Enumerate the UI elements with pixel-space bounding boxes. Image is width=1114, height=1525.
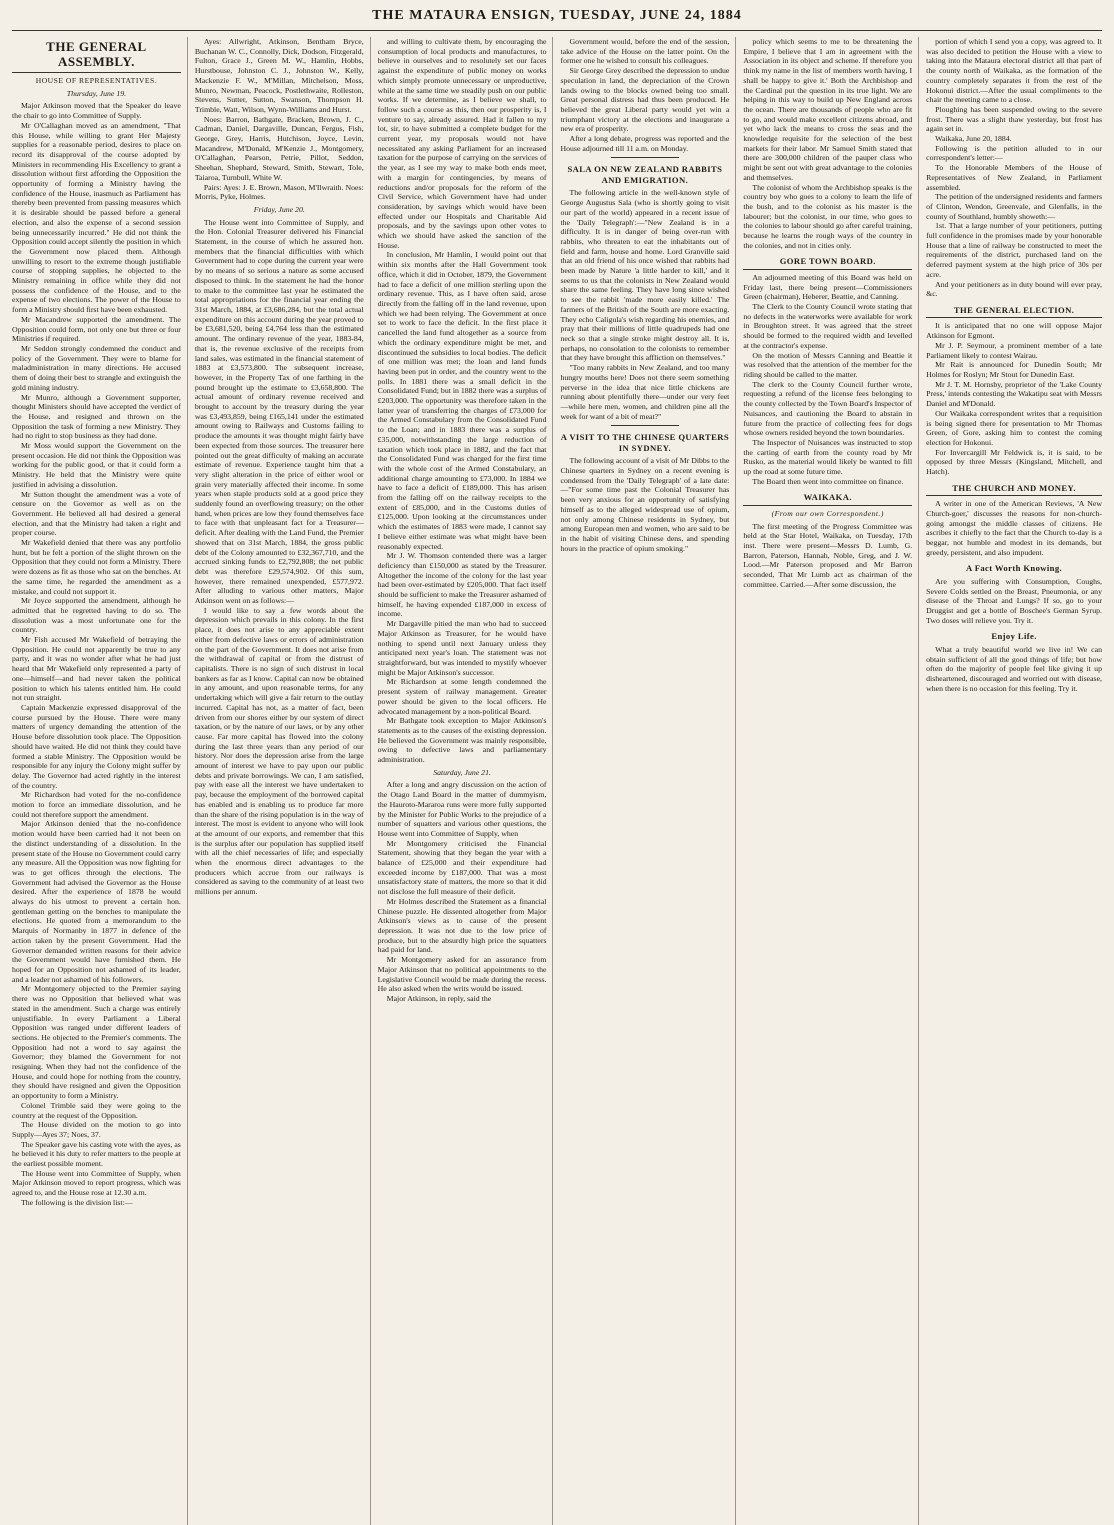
article-paragraph: Mr Richardson at some length condemned the present system of railway management. Greater power should be given to the local officers. He advocated management by a non-political Board. xyxy=(377,677,547,716)
article-paragraph: 1st. That a large number of your petitioners, putting full confidence in the promises made by your honorable House that a line of railway be constructed to meet the requirements of the district, purchased land on the deferred payment system at the high price of 30s per acre. xyxy=(926,221,1102,279)
main-headline: THE GENERAL ASSEMBLY. xyxy=(12,39,181,73)
article-paragraph: Mr Macandrew supported the amendment. The Opposition could form, not only one but three or four Ministries if required. xyxy=(12,314,181,344)
article-paragraph: After a long debate, progress was reported and the House adjourned till 11 a.m. on Monday. xyxy=(560,134,730,153)
masthead: THE MATAURA ENSIGN, TUESDAY, JUNE 24, 1884 xyxy=(12,8,1102,31)
article-paragraph: Mr Montgomery criticised the Financial Statement, showing that they began the year with a balance of £25,000 and their expenditure had exceeded income by £187,000. That was a most unsatisfactory state of matters, the more so that it did not disclose the full measure of their deficit. xyxy=(377,838,547,897)
article-paragraph: Mr Rait is announced for Dunedin South; Mr Holmes for Roslyn; Mr Stout for Dunedin East. xyxy=(926,360,1102,379)
article-paragraph: The first meeting of the Progress Committee was held at the Star Hotel, Waikaka, on Tuesday, 17th inst. There were present—Messrs D. Lumb, G. Barron, Paterson, Hannah, Noble, Greg, and J. W. Lood.—Mr Paterson proposed and Mr Barron seconded, That Mr Lumb act as chairman of the committee. Carried.—After some discussion, the xyxy=(743,521,913,589)
article-paragraph: A writer in one of the American Reviews, 'A New Church-goer,' discusses the reasons for non-church-going amongst the middle classes of citizens. He ascribes it chiefly to the fact that the Church to-day is a beggar, not humble and modest in its demands, but greedy, persistent, and also impudent. xyxy=(926,499,1102,557)
dateline: Thursday, June 19. xyxy=(66,88,127,98)
section-headline: A VISIT TO THE CHINESE QUARTERS IN SYDNEY. xyxy=(560,432,729,453)
article-paragraph: The House went into Committee of Supply, when Major Atkinson moved to report progress, which was agreed to, and the House rose at 12.30 a.m. xyxy=(12,1168,181,1198)
column-5 xyxy=(743,37,919,1525)
article-paragraph: Are you suffering with Consumption, Coughs, Severe Colds settled on the Breast, Pneumonia, or any disease of the Throat and Lungs? If so, go to your Druggist and get a bottle of Boschee's German Syrup. Two doses will relieve you. Try it. xyxy=(926,576,1102,625)
article-paragraph: Mr Fish accused Mr Wakefield of betraying the Opposition. He could not apparently be true to any party, and it was no wonder after what he had just heard that Mr Wakefield only represented a party of one—himself—and had never taken the political position to which his talents entitled him. He could not run straight. xyxy=(12,635,181,703)
article-paragraph: policy which seems to me to be threatening the Empire, I believe that I am in agreement with the Association in its object and scheme. If therefore you think my name in the list of members worth having, I shall be happy to give it.' Both the Archbishop and the Cardinal put the question in its true light. We are helping in this way to build up New England across the ocean. There are thousands of people who are fit to go, and would make excellent citizens abroad, and yet who lack the means to cross the seas and the knowledge requisite for the selection of the best markets for their labor. Mr Samuel Smith stated that there are 300,000 children of the pauper class who might be sent out with great advantage to the colonies and themselves. xyxy=(743,37,913,182)
article-paragraph: The Inspector of Nuisances was instructed to stop the carting of earth from the county road by Mr Rusko, as the material would likely be wanted to fill up the road at some future time. xyxy=(743,437,913,477)
article-paragraph: Mr O'Callaghan moved as an amendment, "That this House, while willing to grant Her Majesty supplies for a reasonable period, desires to place on record its disapproval of the course adopted by Ministers in recommending His Excellency to grant a dissolution without first affording the Opposition the opportunity of forming a Ministry having the confidence of the House, inasmuch as Parliament has thereby been prevented from passing measures which it is desirable should be passed before a general election, and also the expense of a second session being unnecessarily incurred." He did not think the Opposition could accept silently the position in which the Government now placed them. Although unwilling to resort to the extreme though justifiable course of stopping supplies, he objected to the Ministry remaining in office while they did not possess the confidence of the House, and to the expense of two elections. The power of the House to form a Ministry should first have been exhausted. xyxy=(12,120,181,315)
article-paragraph: What a truly beautiful world we live in! We can obtain sufficient of all the good things of life; but how often do the majority of people feel like giving it up disheartened, discouraged and worried out with disease, when there is no occasion for this feeling. Try it. xyxy=(926,644,1102,693)
article-paragraph: Mr Bathgate took exception to Major Atkinson's statements as to the causes of the existing depression. He believed the Government was mainly responsible, owing to defective laws and parliamentary administration. xyxy=(377,716,547,765)
sub-headline: HOUSE OF REPRESENTATIVES. xyxy=(35,76,158,85)
article-paragraph: Mr J. T. M. Hornsby, proprietor of the 'Lake County Press,' intends contesting the Wakatipu seat with Messrs Daniel and M'Donald. xyxy=(926,379,1102,409)
section-headline: A Fact Worth Knowing. xyxy=(966,563,1063,574)
section-headline: GORE TOWN BOARD. xyxy=(743,256,912,270)
article-paragraph: Ayes: Allwright, Atkinson, Bentham Bryce, Buchanan W. C., Connolly, Dick, Dodson, Fitzgerald, Fulton, Grace J., Green M. W., Hamlin, Hobbs, Hurstbouse, Johnston C. J., Johnston W., Kelly, Mackenzie F. W., M'Millan, Mitchelson, Moss, Munro, Newman, Peacock, Postlethwaite, Rolleston, Stevens, Sutter, Sutton, Swanson, Thompson H. Trimble, Watt, Wilson, Wynn-Williams and Hurst. xyxy=(194,37,364,114)
divider-rule xyxy=(611,425,679,426)
article-paragraph: I would like to say a few words about the depression which prevails in this colony. In the first place, it does not arise to any appreciable extent either from defective laws or errors of administration on the part of the Government. It does not arise from the withdrawal of capital or from the distrust of capitalists. There is no sign of such distrust in local bankers as far as I know. Capital can now be obtained in any amount, and upon reasonable terms, for any undertaking which will give a fair return to the outlay incurred. Capital has not, as a matter of fact, been driven from our shores either by our system of direct taxation, or by the nature of our laws, or by any other cause. Far more capital has flowed into the colony during the last three years than any period of our history. Nor does the depression arise from the large amount of interest we have to pay upon our public debts and private borrowings. We can, I am satisfied, pay with ease all the interest we have undertaken to pay, because the employment of the borrowed capital has enabled and is enabling us to produce far more than the share of the rising population is in the way of interest. The most is evident to anyone who will look at the amount of our exports, and remember that this is the surplus after our population has supplied itself with all the chief necessaries of life; and especially when the enormous direct advantages to the producers which accrue from our railways is considered as saving to the community of at least two millions per annum. xyxy=(194,605,364,897)
article-paragraph: The clerk to the County Council further wrote, requesting a refund of the license fees belonging to the county collected by the Town Board's Inspector of Nuisances, and cautioning the Board to abstain in future from the practice of collecting fees for dogs whose owners resided beyond the town boundaries. xyxy=(743,379,913,438)
column-3 xyxy=(378,37,554,1525)
article-paragraph: The Board then went into committee on finance. xyxy=(752,476,904,486)
article-paragraph: Our Waikaka correspondent writes that a requisition is being signed there for presentation to Mr Thomas Green, of Gore, asking him to contest the coming election for Hokonui. xyxy=(926,408,1102,447)
article-paragraph: Mr Seddon strongly condemned the conduct and policy of the Government. They were to blame for maladministration in many directions. He accused them of doing their best to strangle and extinguish the gold mining industry. xyxy=(12,343,181,392)
article-paragraph: The House went into Committee of Supply, and the Hon. Colonial Treasurer delivered his Financial Statement, in the course of which he assured hon. members that the financial difficulties with which Government had to cope during the current year were by no means of so serious a nature as some accused disposed to think. In the statement he had the honor to make to the committee last year he estimated the total appropriations for the financial year ending the 31st March, 1884, at £3,686,284, but the total actual expenditure on this account during the year proved to be £3,681,520, being £4,764 less than the estimated amount. The ordinary revenue of the year, 1883-84, that is, the revenue exclusive of the receipts from land sales, was estimated in the financial statement of 1883 at £3,573,800. The subsequent increase, however, in the Property Tax of one farthing in the pound brought up the estimate to £3,658,800. The actual amount of ordinary revenue received and brought to account by the treasury during the year was £3,493,859, being £165,141 under the estimated amount owing to Railways and Customs failing to produce the amounts it was thought might fairly have been expected from those sources. The treasurer here pointed out the great difficulty of making an accurate estimate of revenue. Experience taught him that a very slight alteration in the price of either wool or grain very materially affected their income. In some years when staple products sold at a good price they suddenly found an overflowing treasury; on the other hand, when prices are low they found themselves face to face with that unpleasant fact for a Treasurer—deficit. After dealing with the Land Fund, the Premier showed that on 31st March, 1884, the gross public debt of the Colony amounted to £32,367,710, and the accrued sinking funds to £2,792,808; the net public debt was therefore £29,574,902. Of this sum, however, there remained unexpended, £577,972. After alluding to various other matters, Major Atkinson went on as follows:— xyxy=(194,217,364,606)
article-paragraph: The following account of a visit of Mr Dibbs to the Chinese quarters in Sydney on a recent evening is condensed from the 'Daily Telegraph' of a late date:—"For some time past the Colonial Treasurer has been very anxious for an opportunity of satisfying himself as to the alleged widespread use of opium, not only among Chinese residents in Sydney, but among European men and women, who are said to be in the habit of visiting Chinese dens, and spending hours in the practice of opium smoking." xyxy=(560,456,730,553)
article-paragraph: To the Honorable Members of the House of Representatives of New Zealand, in Parliament assembled. xyxy=(926,163,1102,192)
article-paragraph: Major Atkinson moved that the Speaker do leave the chair to go into Committee of Supply. xyxy=(12,101,181,121)
article-paragraph: Mr J. W. Thomson contended there was a larger deficiency than £150,000 as stated by the Treasurer. Altogether the income of the colony for the last year had been over-estimated by £205,000. That fact itself should be sufficient to make the Treasurer ashamed of himself, he having expended £187,000 in excess of income. xyxy=(377,551,547,619)
article-paragraph: Mr Richardson had voted for the no-confidence motion to force an immediate dissolution, and he could not therefore support the amendment. xyxy=(12,790,181,819)
article-paragraph: The following article in the well-known style of George Augustus Sala (who is shortly going to visit our part of the world) appeared in a recent issue of the 'Daily Telegraph':—"New Zealand is in a difficulty. It is in danger of being over-run with rabbits, who threaten to eat the inhabitants out of field and farm, house and home. Lord Granville said that an old friend of his once wished that rabbits had been made by Nature 'a little harder to kill,' and it seems to us that the colonists in New Zealand would share the same feeling. They have long since wished to see the rabbit 'made more easily killed.' The farmers of the British of the South are more exacting. They echo Caligula's wish regarding his enemies, and pray that their millions of little quadrupeds had one neck so that a single stroke might destroy all. It is, perhaps, no consolation to the colonists to remember that they have brought this affliction on themselves." xyxy=(560,188,730,363)
dateline: Friday, June 20. xyxy=(253,204,305,214)
article-paragraph: Mr Holmes described the Statement as a financial Chinese puzzle. He dissented altogether from Major Atkinson's views as to cause of the present depression. It was not due to the low price of produce, but to the absurdly high price the squatters had paid for land. xyxy=(377,896,547,955)
divider-rule xyxy=(611,157,679,158)
article-paragraph: Colonel Trimble said they were going to the country at the request of the Opposition. xyxy=(12,1100,181,1120)
article-paragraph: The colonist of whom the Archbishop speaks is the country boy who goes to a colony to learn the life of the bush, and to the colonist as his master is the labourer; but the colonist, in our time, who goes to the colonies to labour should go after careful training, because he learns the rough ways of the country in the colonies, and not in cities only. xyxy=(743,182,913,250)
article-paragraph: Mr Joyce supported the amendment, although he admitted that he regretted having to do so. The dissolution was a most unfortunate one for the country. xyxy=(12,596,181,635)
section-headline: SALA ON NEW ZEALAND RABBITS AND EMIGRATION. xyxy=(567,164,723,185)
column-4 xyxy=(560,37,736,1525)
article-paragraph: Mr Munro, although a Government supporter, thought Ministers should have accepted the verdict of the House, and resigned and thrown on the Opposition the task of forming a new Ministry. They had no right to stop business as they had done. xyxy=(12,392,181,441)
dateline: Saturday, June 21. xyxy=(433,767,491,777)
article-paragraph: Waikaka, June 20, 1884. xyxy=(935,134,1012,144)
article-paragraph: Major Atkinson denied that the no-confidence motion would have been carried had it not been on the distinct understanding of a dissolution. In the present state of the House no Government could carry any measure. All the Opposition was now fighting for was to get offices through the elections. The Government had advised the Governor as the House desired. After the experience of 1878 he would always do his utmost to prevent a certain hon. gentleman getting on the benches to manipulate the elections. He quoted from a memorandum to the Marquis of Normanby in 1877 in defence of the action taken by the present Government. Had the Governor demanded written reasons for their advice the Government would have furnished them. He hoped for an Opposition not ashamed of its leader, and a leader not ashamed of his followers. xyxy=(12,819,181,984)
article-paragraph: Captain Mackenzie expressed disapproval of the course pursued by the House. There were many matters of urgency demanding the attention of the House before dissolution took place. The Opposition should have waited. He did not think they could have formed a stable Ministry. The Opposition would be responsible for any injury the Colony might suffer by delay. The Governor had acted rightly in the interest of the country. xyxy=(12,703,181,790)
article-paragraph: "Too many rabbits in New Zealand, and too many hungry mouths here! Does not there seem something perverse in the idea that nice little chickens are running about plentifully there—under our very feet—while here men, women, and children pine all the week for want of a bit of meat?" xyxy=(560,363,730,421)
article-paragraph: Ploughing has been suspended owing to the severe frost. There was a slight thaw yesterday, but frost has again set in. xyxy=(926,104,1102,134)
article-paragraph: The Speaker gave his casting vote with the ayes, as he believed it his duty to refer matters to the people at the earliest possible moment. xyxy=(12,1139,181,1169)
article-paragraph: Mr Moss would support the Government on the present occasion. He did not think the Opposition was working for the public good, or that it could form a Ministry. He held that the Ministry were quite justified in advising a dissolution. xyxy=(12,441,181,489)
section-headline: Enjoy Life. xyxy=(991,631,1037,642)
column-6 xyxy=(926,37,1102,1525)
article-paragraph: Pairs: Ayes: J. E. Brown, Mason, M'Ilwraith. Noes: Morris, Pyke, Holmes. xyxy=(194,182,364,202)
article-paragraph: Mr Montgomery objected to the Premier saying there was no Opposition that believed what was stated in the amendment. Such a charge was entirely unjustifiable. In every Parliament a Liberal Opposition was ranged under different leaders of sections. He objected to the Premier's comments. The Opposition had not a word to say against the Governor; they blamed the Government for not resigning. When they had not the confidence of the House, and could hope for nothing from the country, they should have resigned and given the Opposition an opportunity to form a Ministry. xyxy=(12,984,181,1101)
article-paragraph: Mr Sutton thought the amendment was a vote of censure on the Governor as well as on the Government. He believed all had desired a general election, and that the Ministry had taken a right and proper course. xyxy=(12,489,181,538)
article-paragraph: It is anticipated that no one will oppose Major Atkinson for Egmont. xyxy=(926,321,1102,341)
article-paragraph: Noes: Barron, Bathgate, Bracken, Brown, J. C., Cadman, Daniel, Dargaville, Duncan, Fergus, Fish, George, Grey, Harris, Hutchison, Joyce, Levin, Macandrew, M'Donald, M'Kenzie J., Montgomery, O'Callaghan, Pearson, Petrie, Pillot, Seddon, Sheehan, Shephard, Steward, Smith, Stewart, Tole, Taiaroa, Turnbull, White W. xyxy=(194,114,364,182)
section-headline: THE CHURCH AND MONEY. xyxy=(926,483,1102,497)
article-paragraph: And your petitioners as in duty bound will ever pray, &c. xyxy=(926,279,1102,299)
correspondent-note: (From our own Correspondent.) xyxy=(771,508,884,518)
article-paragraph: Major Atkinson, in reply, said the xyxy=(386,993,492,1003)
article-paragraph: Mr J. P. Seymour, a prominent member of a late Parliament likely to contest Wairau. xyxy=(926,340,1102,360)
article-paragraph: The petition of the undersigned residents and farmers of Clinton, Wendon, Greenvale, and Glenfalls, in the county of Southland, humbly showeth:— xyxy=(926,192,1102,221)
article-paragraph: For Invercargill Mr Feldwick is, it is said, to be opposed by three Messrs (Kingsland, Mitchell, and Hatch). xyxy=(926,447,1102,477)
article-paragraph: Sir George Grey described the depression to undue speculation in land, the depreciation of the Crown lands owing to the blocks owned being too small. Great personal distress had thus been produced. He believed the great Liberal party would yet win a triumphant victory at the elections and inaugurate a new era of prosperity. xyxy=(560,66,730,134)
article-paragraph: Government would, before the end of the session, take advice of the House on the latter point. On the former one he wished to consult his colleagues. xyxy=(560,37,730,66)
column-2 xyxy=(195,37,371,1525)
article-paragraph: Mr Montgomery asked for an assurance from Major Atkinson that no political appointments to the Legislative Council would be made during the recess. He also asked when the writs would be issued. xyxy=(377,955,547,994)
article-paragraph: The House divided on the motion to go into Supply—Ayes 37; Noes, 37. xyxy=(12,1120,181,1139)
article-paragraph: In conclusion, Mr Hamlin, I would point out that within six months after the Hall Government took office, which it did in October, 1879, the Government had to face a deficit of one million sterling upon the ordinary revenue. This, as I have often said, arose directly from the falling off in the land revenue, upon which we had been relying. The Government at once set to work to face the deficit. In the first place it cancelled the land fund altogether as a source from which the ordinary expenditure might be met, and discontinued the subsidies to local bodies. The deficit of one million was met; the loan and land funds having been put in order, and the country went to the polls. In 1881 there was a small deficit in the Consolidated Fund; but in 1882 there was a surplus of £203,000. The opportunity was therefore taken in the latter year of transferring the charges of £73,000 for the Armed Constabulary from the Consolidated Fund to the Loan; and in 1883 there was a surplus of £35,000, notwithstanding the large reduction of taxation which took place in 1882, and the fact that the Consolidated Fund was charged for the first time with the whole cost of the Armed Constabulary, an additional charge amounting to £73,000. In 1884 we have to face a deficit of £189,000. This has arisen from the falling off on the railway receipts to the extent of £85,000, and in the Customs duties of £125,000. Upon looking at the circumstances under which the estimates of 1883 were made, I cannot say I believe either estimate was what might have been reasonably expected. xyxy=(377,250,547,551)
article-paragraph: The Clerk to the County Council wrote stating that no defects in the waterworks were available for work in Broughton street. It was agreed that the street should be formed to the required width and levelled at the contractor's expense. xyxy=(743,302,913,350)
article-paragraph: On the motion of Messrs Canning and Beattie it was resolved that the attention of the member for the riding should be called to the matter. xyxy=(743,350,913,379)
article-paragraph: Mr Wakefield denied that there was any portfolio hunt, but he felt a portion of the slight thrown on the Opposition that they could not form a Ministry. There were dozens as fit as those who sat on the benches. At the same time, he regarded the amendment as a mistake, and could not support it. xyxy=(12,538,181,596)
article-paragraph: The following is the division list:— xyxy=(21,1197,133,1207)
columns xyxy=(12,37,1102,1525)
section-headline: WAIKAKA. xyxy=(743,492,912,506)
article-paragraph: An adjourned meeting of this Board was held on Friday last, there being present—Commissioners Green (chairman), Heberer, Beattie, and Canning. xyxy=(743,272,913,302)
article-paragraph: Following is the petition alluded to in our correspondent's letter:— xyxy=(926,143,1102,163)
article-paragraph: and willing to cultivate them, by encouraging the consumption of local products and manufactures, to believe in ourselves and to resolutely set our faces against the expenditure of public money on works which simply promote unnecessary or unproductive, while at the same time we steadily push on our public works. If we determine, as I believe we shall, to follow such a course as this, then our prosperity is, I venture to say, already assured. Had it fallen to my lot, sir, to have submitted a complete budget for the current year, my proposals would not have necessitated any asking Parliament for an increased taxation for the purpose of carrying on the services of the year, as I see my way to make both ends meet, with a margin for contingencies, by means of reductions and/or proposals for the reform of the Civil Service, which Government have had under consideration, by savings which would have been effected under our Hospitals and Charitable Aid proposals, and by the savings upon other votes to which we should have asked the sanction of the House. xyxy=(377,37,547,250)
section-headline: THE GENERAL ELECTION. xyxy=(926,305,1102,319)
article-paragraph: portion of which I send you a copy, was agreed to. It was also decided to petition the House with a view to taking into the Mataura electoral district all that part of the county north of Waikaka, as the formation of the country completely separates it from the rest of the Hokonui district.—After the usual compliments to the chair the meeting came to a close. xyxy=(926,37,1102,105)
article-paragraph: After a long and angry discussion on the action of the Otago Land Board in the matter of dummyism, the Hauroto-Mararoa runs were more fully supported by the Minister for Public Works to the prejudice of a number of squatters and various other questions, the House went into Committee of Supply, when xyxy=(377,780,547,838)
column-1 xyxy=(12,37,188,1525)
article-paragraph: Mr Dargaville pitied the man who had to succeed Major Atkinson as Treasurer, for he would have nothing to spend until next January unless they anticipated next year's loan. The statement was not straightforward, but was intended to mystify whoever might be Major Atkinson's successor. xyxy=(377,619,547,677)
